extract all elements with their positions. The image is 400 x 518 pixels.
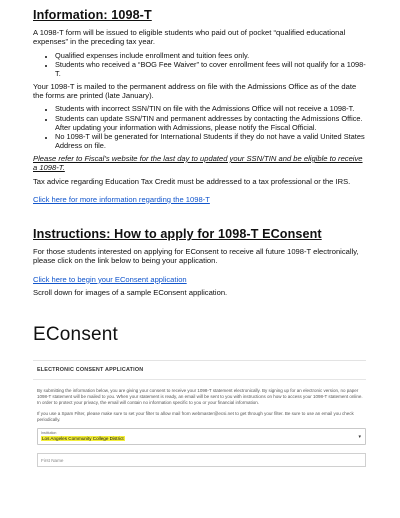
more-info-link[interactable]: Click here for more information regarding the 1098-T [33,194,210,204]
list-item: • Students who received a “BOG Fee Waiver” to cover enrollment fees will not qualify for a 1098-T. [55,60,366,78]
info-intro: A 1098-T form will be issued to eligible students who paid out of pocket “qualified educational expenses” in the preceding tax year. [33,28,346,47]
instructions-heading: Instructions: How to apply for 1098-T EConsent [33,227,322,242]
econsent-title: EConsent [33,324,119,346]
divider [33,379,366,380]
qualified-expenses-list [33,51,366,78]
scroll-note: Scroll down for images of a sample EConsent application. [33,288,228,298]
list-item: • Students with incorrect SSN/TIN on file with the Admissions Office will not receive a 1098-T. [55,104,366,113]
deadline-notice: Please refer to Fiscal’s website for the last day to updated your SSN/TIN and be eligible to receive a 1098-T. [33,153,363,173]
first-name-placeholder: First Name [41,458,64,464]
spam-filter-paragraph: If you use a Spam Filter, please make sure to set your filter to allow mail from webmaster@ecsi.net to get through your filter. Be sure to use an email you check periodically. [37,411,354,422]
form-heading: ELECTRONIC CONSENT APPLICATION [37,367,144,374]
ssn-tin-list [33,104,366,149]
institution-select[interactable] [37,428,366,445]
mailing-paragraph: Your 1098-T is mailed to the permanent address on file with the Admissions Office as of the date the forms are printed (late January). [33,81,357,101]
list-item: • Qualified expenses include enrollment and tuition fees only. [55,51,366,60]
econsent-sample-screenshot [33,360,366,467]
consent-paragraph: By submitting the information below, you are giving your consent to receive your 1098-T statement electronically. By signing up for an electronic version, no paper 1098-T statement will be mailed to you. When your statement is ready, an email will be sent to you with instructions on how to access your 1098-T statement online. In order to protect your privacy, the email will contain no information specific to you or your financial information. [37,388,363,405]
begin-econsent-link[interactable]: Click here to begin your EConsent application [33,274,187,284]
list-item: • Students can update SSN/TIN and permanent addresses by contacting the Admissions Office. After updating your information with Admissions, please notify the Fiscal Official. [55,114,366,132]
chevron-down-icon: ▾ [358,434,361,441]
institution-label: Institution [41,431,57,436]
info-heading: Information: 1098-T [33,8,152,22]
instructions-intro: For those students interested on applying for EConsent to receive all future 1098-T electronically, please click on the link below to being your application. [33,247,359,266]
institution-value: Los Angeles Community College District [42,436,124,442]
first-name-field[interactable] [37,453,366,467]
list-item: • No 1098-T will be generated for International Students if they do not have a valid United States Address on file. [55,132,366,150]
tax-advice-text: Tax advice regarding Education Tax Credit must be addressed to a tax professional or the IRS. [33,176,351,186]
